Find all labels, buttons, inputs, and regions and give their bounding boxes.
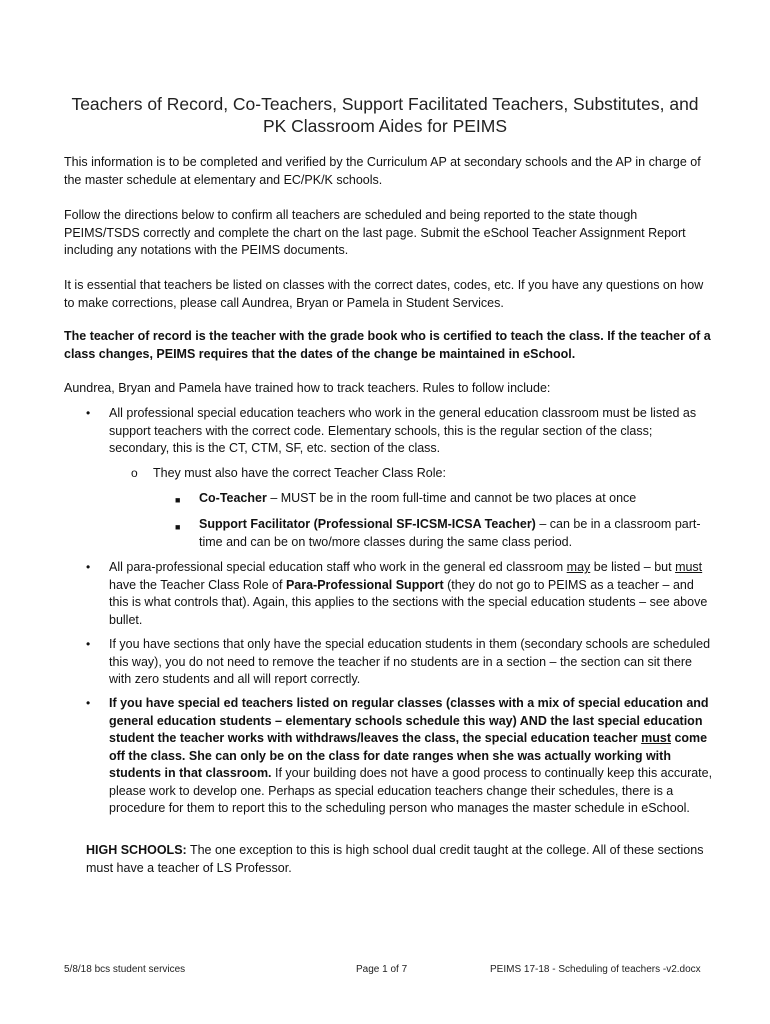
bullet-4-marker: • bbox=[86, 696, 91, 710]
co-teacher-desc: – MUST be in the room full-time and cannot be two places at once bbox=[266, 491, 637, 505]
bullet-2-marker: • bbox=[86, 560, 91, 574]
bullet-2-part-c: have the Teacher Class Role of bbox=[109, 577, 286, 592]
title-line-1: Teachers of Record, Co-Teachers, Support Facilitated Teachers, Substitutes, and bbox=[71, 94, 699, 114]
sub-bullet-marker: o bbox=[131, 466, 138, 480]
title-line-2: PK Classroom Aides for PEIMS bbox=[262, 116, 508, 136]
bullet-2-part-b: be listed – but bbox=[590, 560, 676, 574]
square-bullet-2-text bbox=[199, 516, 714, 551]
bullet-4-rest: If your building does not have a good process to continually keep this accurate, please work to develop one. Perhaps as special education teachers change their schedules, there is a procedure for them to report this to the scheduling person who manages the master schedule in eSchool. bbox=[109, 766, 713, 815]
bullet-1-text: All professional special education teachers who work in the general education classroom must be listed as support teachers with the correct code. Elementary schools, this is the regular section of the class; secondary, this is the CT, CTM, SF, etc. section of the class. bbox=[109, 406, 697, 455]
bullet-4-bold-b: come off the class. She can only be on the class for date ranges when she was actually working with students in that classroom. bbox=[109, 731, 708, 780]
bullet-4-text bbox=[109, 695, 714, 818]
footer-page-number: Page 1 of 7 bbox=[356, 964, 408, 975]
footer-left: 5/8/18 bcs student services bbox=[64, 964, 186, 975]
bullet-2-must: must bbox=[675, 560, 703, 574]
directions-paragraph: Follow the directions below to confirm all teachers are scheduled and being reported to the state though PEIMS/TSDS correctly and complete the chart on the last page. Submit the eSchool Teacher Assignment Report including any notations with the PEIMS documents. bbox=[64, 208, 686, 257]
document-title bbox=[40, 93, 730, 137]
high-schools-label: HIGH SCHOOLS: bbox=[86, 843, 187, 857]
bullet-2-may: may bbox=[566, 560, 591, 574]
bullet-1-marker: • bbox=[86, 406, 91, 420]
bullet-4-bold-a: If you have special ed teachers listed on regular classes (classes with a mix of special education and general education students – elementary schools schedule this way) AND the last special education student the teacher works with withdraws/leaves the class, the special education teacher bbox=[109, 696, 709, 745]
bullet-4-must: must bbox=[641, 731, 671, 745]
bullet-2-part-d: (they do not go to PEIMS as a teacher – and this is what controls that). Again, this applies to the sections with the special education students – see above bullet. bbox=[109, 577, 708, 627]
high-schools-text: The one exception to this is high school dual credit taught at the college. All of these sections must have a teacher of LS Professor. bbox=[86, 843, 704, 875]
intro-paragraph: This information is to be completed and verified by the Curriculum AP at secondary schools and the AP in charge of the master schedule at elementary and EC/PK/K schools. bbox=[64, 155, 701, 187]
rules-intro: Aundrea, Bryan and Pamela have trained how to track teachers. Rules to follow include: bbox=[64, 381, 551, 395]
essential-paragraph: It is essential that teachers be listed on classes with the correct dates, codes, etc. If you have any questions on how to make corrections, please call Aundrea, Bryan or Pamela in Student Services. bbox=[64, 278, 704, 310]
high-schools-paragraph bbox=[86, 842, 714, 877]
bullet-2-role: Para-Professional Support bbox=[285, 577, 444, 592]
bullet-2-text bbox=[109, 559, 714, 629]
sub-bullet-text: They must also have the correct Teacher Class Role: bbox=[153, 466, 446, 480]
bullet-3-marker: • bbox=[86, 637, 91, 651]
teacher-of-record-paragraph: The teacher of record is the teacher with the grade book who is certified to teach the class. If the teacher of a class changes, PEIMS requires that the dates of the change be maintained in eSchool. bbox=[64, 329, 711, 361]
square-bullet-2-marker: ■ bbox=[175, 522, 181, 532]
co-teacher-term: Co-Teacher bbox=[199, 491, 267, 505]
footer-filename: PEIMS 17-18 - Scheduling of teachers -v2.docx bbox=[490, 964, 701, 975]
bullet-2-part-a: All para-professional special education staff who work in the general ed classroom bbox=[109, 560, 567, 574]
square-bullet-1-marker: ■ bbox=[175, 495, 181, 505]
support-facilitator-desc: – can be in a classroom part-time and can be on two/more classes during the same class period. bbox=[199, 517, 701, 549]
support-facilitator-term: Support Facilitator (Professional SF-ICSM-ICSA Teacher) bbox=[199, 517, 536, 531]
square-bullet-1-text bbox=[199, 490, 714, 508]
bullet-3-text: If you have sections that only have the special education students in them (secondary schools are scheduled this way), you do not need to remove the teacher if no students are in a section – the section can sit there with zero students and all will report correctly. bbox=[109, 637, 711, 686]
